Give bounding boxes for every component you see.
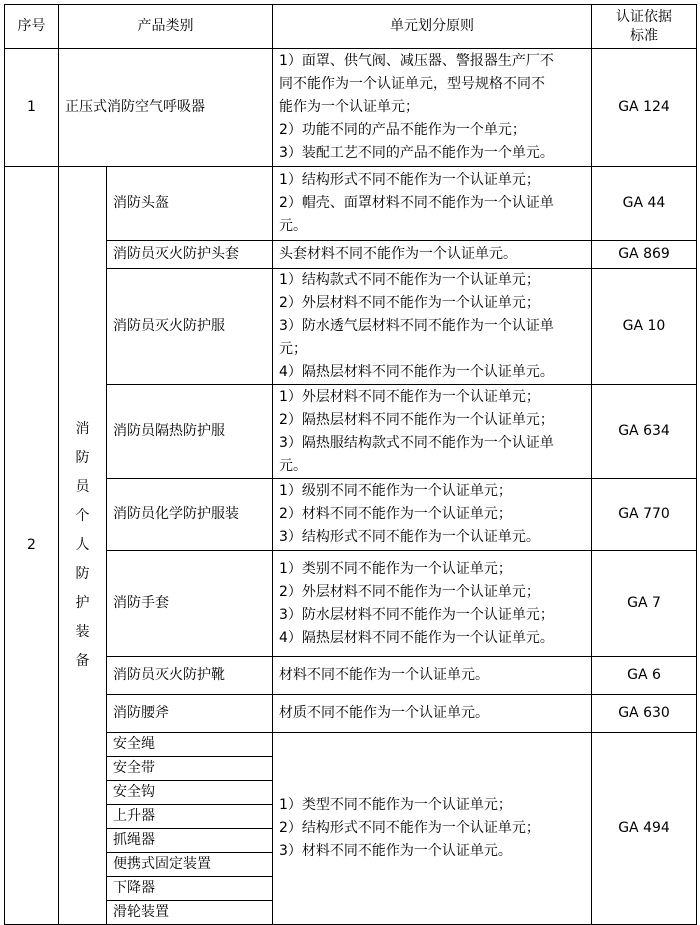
category-char: 个 [75, 508, 90, 524]
unit-principle [273, 695, 592, 733]
principle-line: 1）面罩、供气阀、减压器、警报器生产厂不 [279, 53, 554, 69]
unit-principle [273, 385, 592, 479]
table-row [5, 167, 697, 241]
table-row [5, 733, 697, 757]
unit-principle [273, 49, 592, 167]
principle-line: 3）结构形式不同不能作为一个认证单元。 [279, 529, 540, 545]
header-principle: 单元划分原则 [273, 5, 592, 49]
principle-line: 3）材料不同不能作为一个认证单元。 [279, 843, 512, 859]
category-char: 消 [75, 421, 90, 437]
principle-line: 2）功能不同的产品不能作为一个单元； [279, 122, 526, 138]
standard-code: GA 6 [592, 657, 697, 695]
unit-principle [273, 167, 592, 241]
category-char: 备 [75, 653, 90, 669]
table-row [5, 385, 697, 479]
principle-line: 3）装配工艺不同的产品不能作为一个单元。 [279, 145, 554, 161]
principle-line: 1）结构形式不同不能作为一个认证单元； [279, 172, 540, 188]
principle-line: 2）外层材料不同不能作为一个认证单元； [279, 295, 540, 311]
standard-code: GA 44 [592, 167, 697, 241]
standard-code: GA 869 [592, 241, 697, 269]
header-no: 序号 [5, 5, 59, 49]
header-category: 产品类别 [59, 5, 273, 49]
product-name: 抓绳器 [107, 829, 273, 853]
standard-code: GA 630 [592, 695, 697, 733]
product-name: 安全带 [107, 757, 273, 781]
table-row [5, 269, 697, 385]
product-name: 消防手套 [107, 551, 273, 657]
standard-code: GA 634 [592, 385, 697, 479]
unit-principle [273, 269, 592, 385]
header-row [5, 5, 697, 49]
principle-line: 1）结构款式不同不能作为一个认证单元； [279, 272, 540, 288]
principle-line: 元； [279, 341, 307, 357]
product-name: 上升器 [107, 805, 273, 829]
certification-unit-table [4, 4, 697, 925]
standard-code: GA 7 [592, 551, 697, 657]
table-row [5, 49, 697, 167]
principle-line: 2）材料不同不能作为一个认证单元； [279, 506, 512, 522]
principle-line: 头套材料不同不能作为一个认证单元。 [279, 246, 517, 262]
unit-principle [273, 657, 592, 695]
table-row [5, 657, 697, 695]
principle-line: 同不能作为一个认证单元，型号规格不同不 [279, 76, 545, 92]
table-row [5, 479, 697, 551]
principle-line: 1）类别不同不能作为一个认证单元； [279, 560, 512, 577]
unit-principle [273, 551, 592, 657]
principle-line: 3）防水层材料不同不能作为一个认证单元； [279, 606, 554, 623]
category-char: 护 [75, 595, 90, 611]
category-char: 防 [75, 450, 90, 466]
unit-principle [273, 479, 592, 551]
product-name: 消防腰斧 [107, 695, 273, 733]
principle-line: 2）帽壳、面罩材料不同不能作为一个认证单 [279, 195, 554, 211]
principle-line: 1）级别不同不能作为一个认证单元； [279, 483, 512, 499]
product-name: 消防员灭火防护头套 [107, 241, 273, 269]
table-row [5, 241, 697, 269]
product-name: 消防员化学防护服装 [107, 479, 273, 551]
principle-line: 1）外层材料不同不能作为一个认证单元； [279, 388, 540, 405]
principle-line: 4）隔热层材料不同不能作为一个认证单元。 [279, 629, 554, 646]
principle-line: 元。 [279, 457, 307, 474]
header-standard [592, 5, 697, 49]
product-name: 便携式固定装置 [107, 853, 273, 877]
principle-line: 2）外层材料不同不能作为一个认证单元； [279, 583, 540, 600]
product-name: 消防员灭火防护靴 [107, 657, 273, 695]
principle-line: 2）结构形式不同不能作为一个认证单元； [279, 820, 540, 836]
product-name: 消防员灭火防护服 [107, 269, 273, 385]
unit-principle [273, 733, 592, 925]
principle-line: 3）防水透气层材料不同不能作为一个认证单 [279, 318, 554, 334]
principle-line: 材料不同不能作为一个认证单元。 [279, 667, 489, 683]
category-vertical-label [59, 167, 107, 925]
standard-code: GA 770 [592, 479, 697, 551]
standard-code: GA 494 [592, 733, 697, 925]
unit-principle [273, 241, 592, 269]
principle-line: 能作为一个认证单元； [279, 99, 419, 115]
row-number: 1 [5, 49, 59, 167]
product-name: 下降器 [107, 877, 273, 901]
principle-line: 4）隔热层材料不同不能作为一个认证单元。 [279, 364, 554, 380]
principle-line: 2）隔热层材料不同不能作为一个认证单元； [279, 411, 554, 428]
standard-code: GA 124 [592, 49, 697, 167]
product-name: 消防员隔热防护服 [107, 385, 273, 479]
principle-line: 3）隔热服结构款式不同不能作为一个认证单 [279, 434, 554, 451]
product-name: 滑轮装置 [107, 901, 273, 925]
table-row [5, 551, 697, 657]
product-name: 消防头盔 [107, 167, 273, 241]
header-standard-line2: 标准 [630, 27, 658, 44]
category-char: 人 [75, 537, 90, 553]
row-number: 2 [5, 167, 59, 925]
product-name: 安全绳 [107, 733, 273, 757]
principle-line: 元。 [279, 218, 307, 234]
category-char: 防 [75, 566, 90, 582]
header-standard-line1: 认证依据 [616, 8, 672, 25]
product-name: 正压式消防空气呼吸器 [59, 49, 273, 167]
standard-code: GA 10 [592, 269, 697, 385]
principle-line: 1）类型不同不能作为一个认证单元； [279, 797, 512, 813]
category-char: 员 [75, 479, 90, 495]
table-row [5, 695, 697, 733]
category-char: 装 [75, 624, 90, 640]
principle-line: 材质不同不能作为一个认证单元。 [279, 705, 489, 721]
product-name: 安全钩 [107, 781, 273, 805]
